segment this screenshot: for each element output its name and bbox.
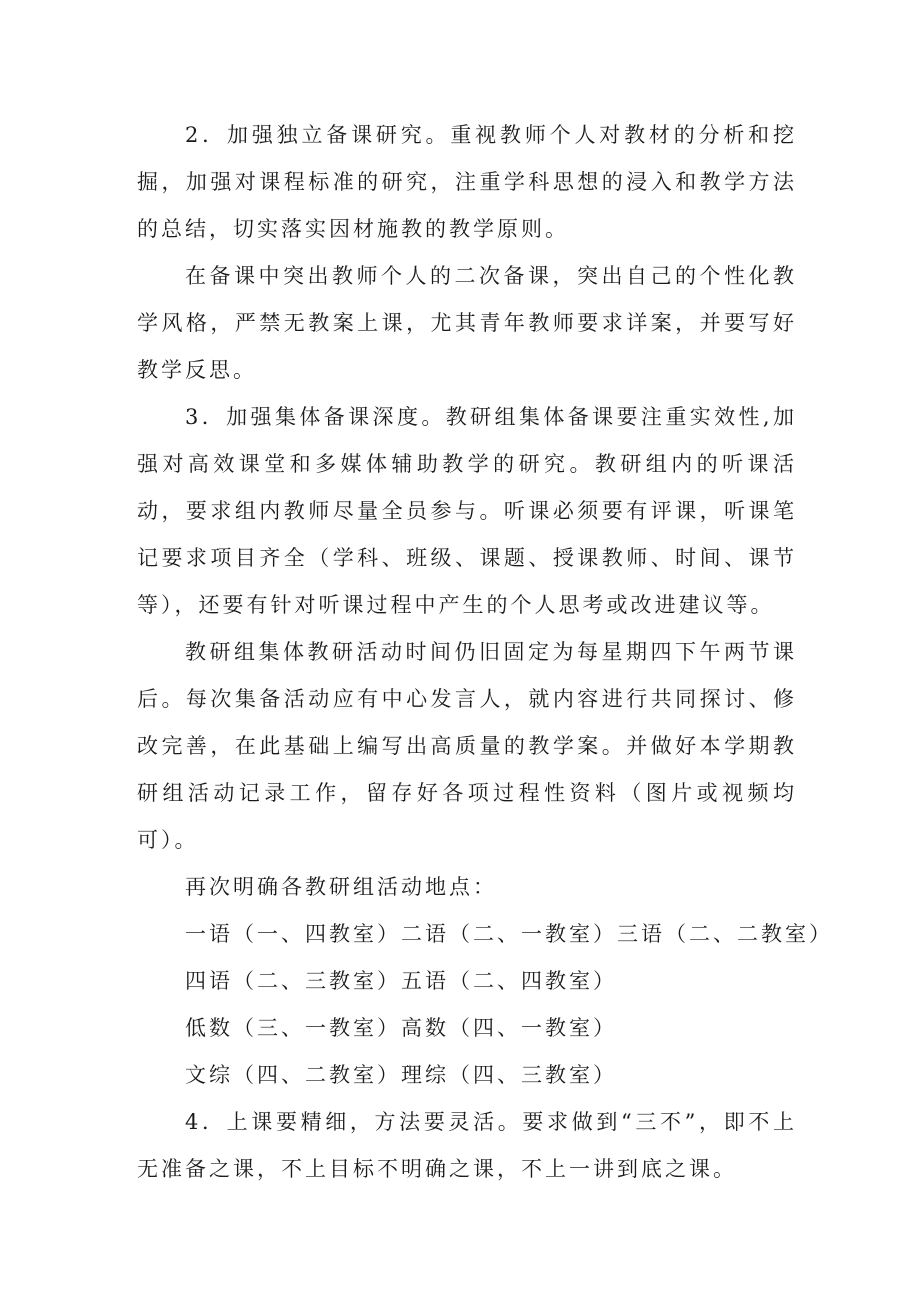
document-body: [137, 112, 833, 1193]
location-line: 文综（四、二教室）理综（四、三教室）: [185, 1063, 617, 1087]
location-line: 一语（一、四教室）二语（二、一教室）三语（二、二教室）: [185, 922, 833, 946]
location-line: 四语（二、三教室）五语（二、四教室）: [185, 969, 617, 993]
paragraph-activity-time: 教研组集体教研活动时间仍旧固定为每星期四下午两节课后。每次集备活动应有中心发言人，就内容进行共同探讨、修改完善，在此基础上编写出高质量的教学案。并做好本学期教研组活动记录工作，留存好各项过程性资料（图片或视频均可）。: [137, 640, 797, 852]
location-line: 低数（三、一教室）高数（四、一教室）: [185, 1016, 617, 1040]
paragraph-location-intro: 再次明确各教研组活动地点：: [185, 875, 497, 899]
paragraph-second-prep: 在备课中突出教师个人的二次备课，突出自己的个性化教学风格，严禁无教案上课，尤其青年教师要求详案，并要写好教学反思。: [137, 264, 797, 382]
paragraph-lesson-rules: 4．上课要精细，方法要灵活。要求做到“三不”，即不上无准备之课，不上目标不明确之课，不上一讲到底之课。: [137, 1110, 797, 1181]
paragraph-collective-prep: 3．加强集体备课深度。教研组集体备课要注重实效性,加强对高效课堂和多媒体辅助教学的研究。教研组内的听课活动，要求组内教师尽量全员参与。听课必须要有评课，听课笔记要求项目齐全（学科、班级、课题、授课教师、时间、课节等），还要有针对听课过程中产生的个人思考或改进建议等。: [137, 405, 797, 617]
paragraph-independent-prep: 2．加强独立备课研究。重视教师个人对教材的分析和挖掘，加强对课程标准的研究，注重学科思想的浸入和教学方法的总结，切实落实因材施教的教学原则。: [137, 123, 797, 241]
